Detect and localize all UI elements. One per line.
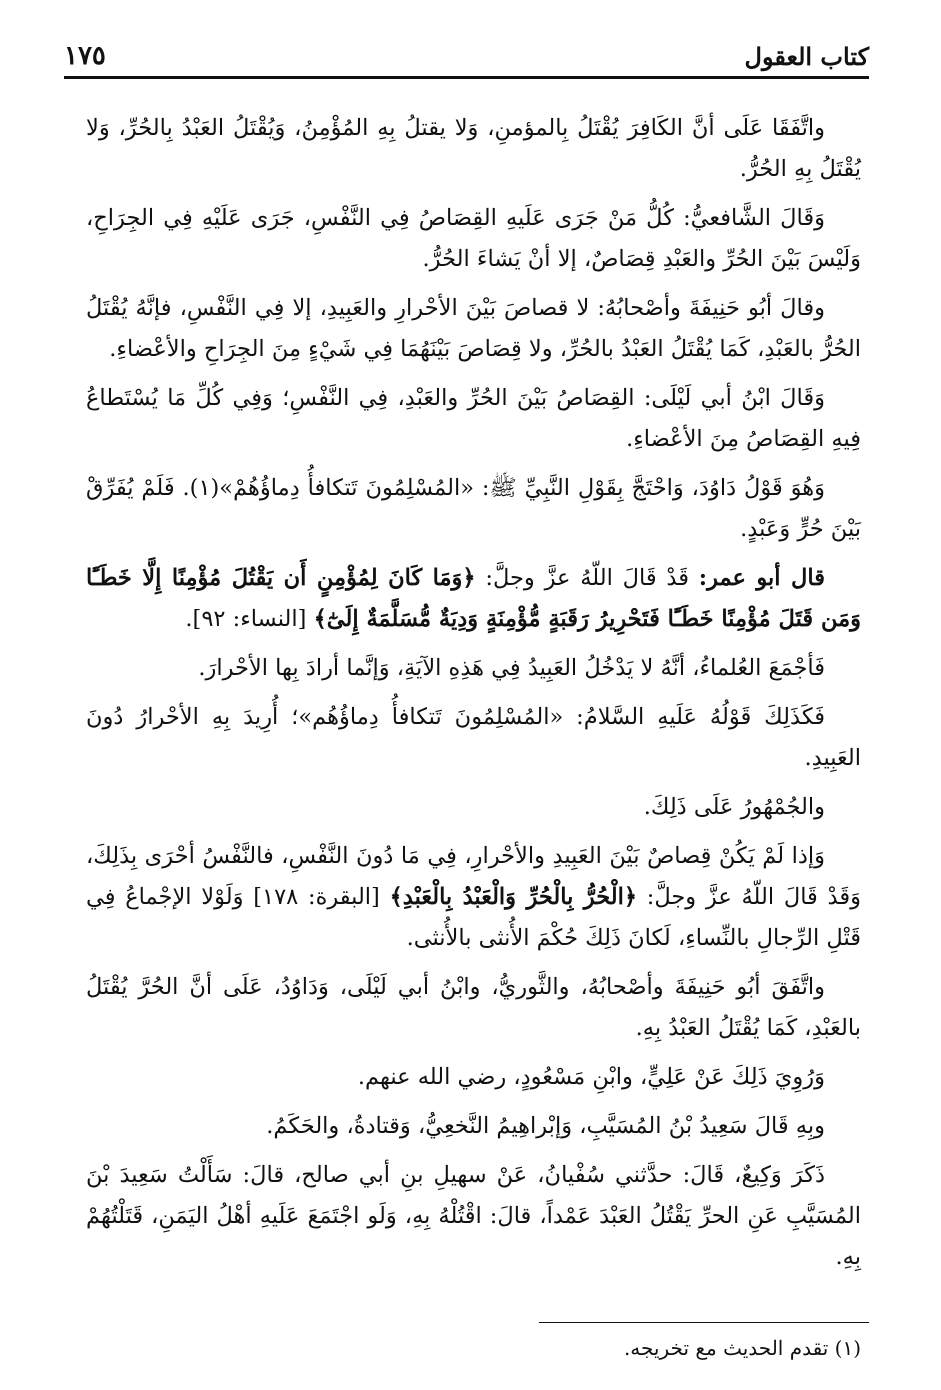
page-number: ١٧٥ [64, 41, 106, 71]
quran-verse: ﴿وَمَا كَانَ لِمُؤْمِنٍ أَن يَقْتُلَ مُؤْمِنًا إِلَّا خَطَـًٔا وَمَن قَتَلَ مُؤْمِنًا خَطَـًٔا فَتَحْرِيرُ رَقَبَةٍ مُّؤْمِنَةٍ وَدِيَةٌ مُّسَلَّمَةٌ إِلَىٰٓ﴾ [86, 565, 861, 632]
paragraph: واتَّفَقَا عَلَى أنَّ الكَافِرَ يُقْتَلُ بِالمؤمنِ، وَلا يقتلُ بِهِ المُؤْمِنُ، وَيُقْتَلُ العَبْدُ بِالحُرِّ، وَلا يُقْتَلُ بِهِ الحُرُّ. [86, 115, 861, 182]
baqara-part1: وَإذا لَمْ يَكُنْ قِصاصٌ بَيْنَ العَبِيدِ والأحْرارِ، فِي مَا دُونَ النَّفْسِ، فالنَّفْسُ أحْرَى بِذَلِكَ، وَقَدْ قَالَ اللّهُ عزَّ وجلَّ: [86, 843, 861, 910]
quran-verse: ﴿الْحُرُّ بِالْحُرِّ وَالْعَبْدُ بِالْعَبْدِ﴾ [389, 884, 638, 910]
paragraph: وَقَالَ الشَّافعيُّ: كُلُّ مَنْ جَرَى عَلَيهِ القِصَاصُ فِي النَّفْسِ، جَرَى عَلَيْهِ فِي الجِرَاحِ، وَلَيْسَ بَيْنَ الحُرِّ والعَبْدِ قِصَاصٌ، إلا أنْ يَشاءَ الحُرُّ. [86, 205, 861, 272]
baqara-paragraph [86, 836, 861, 959]
paragraph: واتَّفَقَ أبُو حَنِيفَةَ وأصْحابُهُ، والثَّوريُّ، وابْنُ أبي لَيْلَى، وَدَاوُدُ، عَلَى أنَّ الحُرَّ يُقْتَلُ بالعَبْدِ، كَمَا يُقْتَلُ العَبْدُ بِهِ. [86, 974, 861, 1041]
paragraph: وقالَ أبُو حَنِيفَةَ وأصْحابُهُ: لا قصاصَ بَيْنَ الأحْرارِ والعَبِيدِ، إلا فِي النَّفْسِ، فإنَّهُ يُقْتَلُ الحُرُّ بالعَبْدِ، كَمَا يُقْتَلُ العَبْدُ بالحُرِّ، ولا قِصَاصَ بَيْنَهُمَا فِي شَيْءٍ مِنَ الجِرَاحِ والأعْضاءِ. [86, 295, 861, 362]
paragraph: وَرُوِيَ ذَلِكَ عَنْ عَلِيٍّ، وابْنِ مَسْعُودٍ، رضي الله عنهم. [357, 1064, 825, 1090]
paragraph: فَأجْمَعَ العُلماءُ، أنَّهُ لا يَدْخُلُ العَبِيدُ فِي هَذِهِ الآيَةِ، وَإنَّما أرادَ بِها الأحْرارَ. [198, 655, 825, 681]
paragraph: وبِهِ قَالَ سَعِيدُ بْنُ المُسَيَّبِ، وَإبْراهِيمُ النَّخعِيُّ، وَقتادةُ، والحَكَمُ. [266, 1113, 825, 1139]
footnote-divider [539, 1322, 869, 1323]
abu-umar-lead: قال أبو عمر: [698, 565, 825, 591]
paragraph: ذَكَرَ وَكِيعٌ، قَالَ: حدَّثني سُفْيانُ، عَنْ سهيلِ بنِ أبي صالح، قالَ: سَأَلْتُ سَعِيدَ بْنَ المُسَيَّبِ عَنِ الحرِّ يَقْتُلُ العَبْدَ عَمْداً، قالَ: اقْتُلْهُ بِهِ، وَلَو اجْتَمَعَ عَلَيهِ أهْلُ اليَمَنِ، قَتَلْتُهُمْ بِهِ. [86, 1162, 861, 1270]
verse-reference: [النساء: ٩٢]. [185, 606, 314, 632]
abu-umar-intro: قَدْ قَالَ اللّهُ عزَّ وجلَّ: [475, 565, 699, 591]
paragraph: والجُمْهُورُ عَلَى ذَلِكَ. [643, 794, 825, 820]
paragraph: وَقَالَ ابْنُ أبي لَيْلَى: القِصَاصُ بَيْنَ الحُرِّ والعَبْدِ، فِي النَّفْسِ؛ وَفِي كُلِّ مَا يُسْتَطاعُ فِيهِ القِصَاصُ مِنَ الأعْضاءِ. [86, 385, 861, 452]
book-title: كتاب العقول [744, 41, 869, 71]
body-text [86, 108, 861, 1286]
paragraph: وَهُوَ قَوْلُ دَاوُدَ، وَاحْتَجَّ بِقَوْلِ النَّبِيِّ ﷺ: «المُسْلِمُونَ تَتكافأُ دِماؤُهُمْ»(١). فَلَمْ يُفَرِّقْ بَيْنَ حُرٍّ وَعَبْدٍ. [86, 475, 861, 542]
footnote: (١) تقدم الحديث مع تخريجه. [623, 1336, 861, 1360]
paragraph: فَكَذَلِكَ قَوْلُهُ عَلَيهِ السَّلامُ: «المُسْلِمُونَ تَتكافأُ دِماؤُهُم»؛ أُرِيدَ بِهِ الأحْرارُ دُونَ العَبِيدِ. [86, 704, 861, 771]
running-header [64, 36, 869, 79]
baqara-part2: [البقرة: ١٧٨] وَلَوْلا الإجْماعُ فِي قَتْلِ الرِّجالِ بالنِّساءِ، لَكانَ ذَلِكَ حُكْمَ الأُنثى بالأُنثى. [86, 884, 861, 951]
abu-umar-paragraph [86, 558, 861, 640]
